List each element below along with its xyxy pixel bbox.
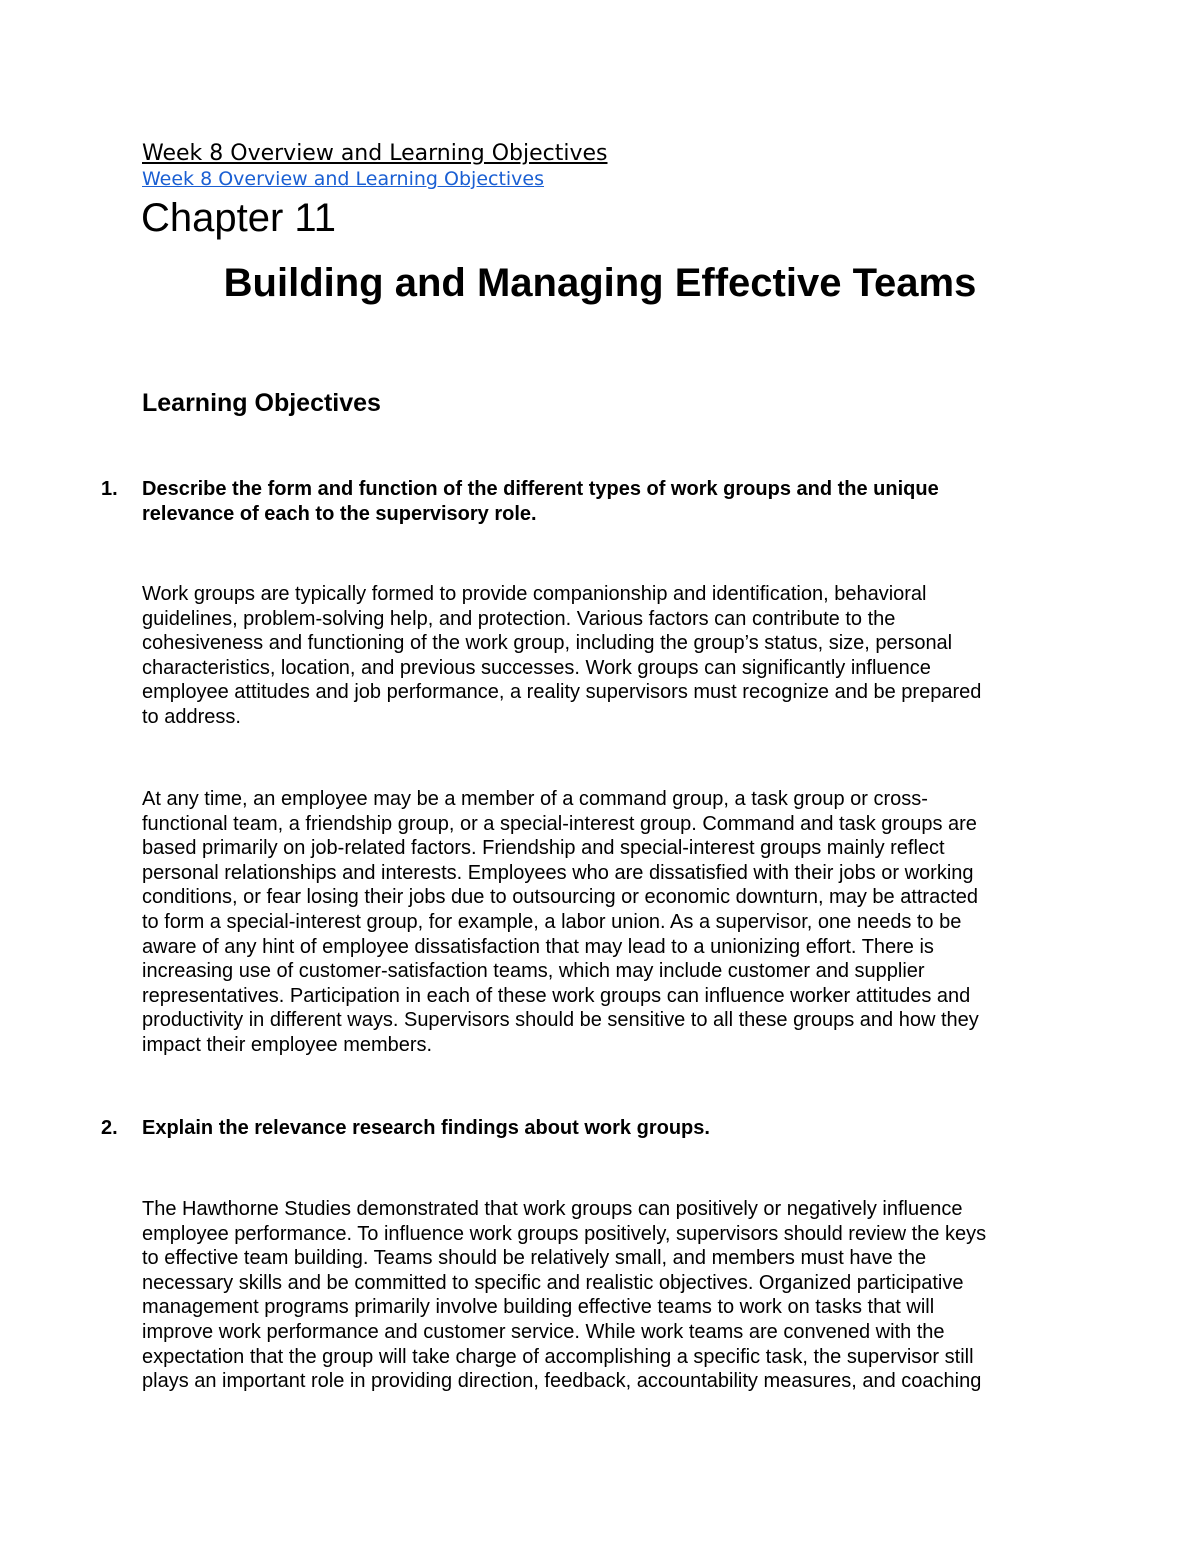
objective-title <box>142 477 1062 526</box>
objective-number: 2. <box>101 1117 118 1139</box>
paragraph-line: to effective team building. Teams should be relatively small, and members must have the <box>142 1247 927 1270</box>
objective-paragraph <box>142 1197 1082 1394</box>
paragraph-line: management programs primarily involve building effective teams to work on tasks that will <box>142 1296 935 1319</box>
objective-title-line: Describe the form and function of the different types of work groups and the unique <box>142 478 939 500</box>
paragraph-line: aware of any hint of employee dissatisfaction that may lead to a unionizing effort. There is <box>142 935 934 958</box>
paragraph-line: Work groups are typically formed to provide companionship and identification, behavioral <box>142 583 927 605</box>
paragraph-line: At any time, an employee may be a member of a command group, a task group or cross- <box>142 788 928 810</box>
paragraph-line: based primarily on job-related factors. Friendship and special-interest groups mainly reflect <box>142 837 945 860</box>
paragraph-line: employee attitudes and job performance, a reality supervisors must recognize and be prepared <box>142 681 982 704</box>
objective-title <box>142 1116 1062 1141</box>
paragraph-line: expectation that the group will take charge of accomplishing a specific task, the supervisor still <box>142 1345 974 1368</box>
paragraph-line: employee performance. To influence work groups positively, supervisors should review the keys <box>142 1222 987 1245</box>
chapter-label: Chapter 11 <box>141 196 336 240</box>
paragraph-line: characteristics, location, and previous successes. Work groups can significantly influence <box>142 656 931 679</box>
paragraph-line: improve work performance and customer service. While work teams are convened with the <box>142 1320 945 1343</box>
paragraph-line: productivity in different ways. Supervisors should be sensitive to all these groups and how they <box>142 1009 979 1032</box>
learning-objectives-heading: Learning Objectives <box>142 389 381 417</box>
objective-title-line: relevance of each to the supervisory role. <box>142 502 537 525</box>
objective-number: 1. <box>101 478 118 500</box>
objective-paragraph <box>142 582 1082 730</box>
week-heading: Week 8 Overview and Learning Objectives <box>142 141 608 166</box>
paragraph-line: The Hawthorne Studies demonstrated that work groups can positively or negatively influence <box>142 1198 963 1220</box>
objective-title-line: Explain the relevance research findings about work groups. <box>142 1117 710 1139</box>
paragraph-line: guidelines, problem-solving help, and protection. Various factors can contribute to the <box>142 607 896 630</box>
paragraph-line: to address. <box>142 705 241 728</box>
paragraph-line: to form a special-interest group, for example, a labor union. As a supervisor, one needs to be <box>142 910 962 933</box>
paragraph-line: cohesiveness and functioning of the work group, including the group’s status, size, personal <box>142 632 953 655</box>
paragraph-line: conditions, or fear losing their jobs due to outsourcing or economic downturn, may be attracted <box>142 886 979 909</box>
week-overview-link[interactable]: Week 8 Overview and Learning Objectives <box>142 168 545 190</box>
paragraph-line: personal relationships and interests. Employees who are dissatisfied with their jobs or working <box>142 861 974 884</box>
paragraph-line: plays an important role in providing direction, feedback, accountability measures, and coaching <box>142 1370 982 1393</box>
paragraph-line: functional team, a friendship group, or a special-interest group. Command and task groups are <box>142 812 977 835</box>
chapter-title: Building and Managing Effective Teams <box>223 261 977 305</box>
paragraph-line: impact their employee members. <box>142 1033 433 1056</box>
paragraph-line: representatives. Participation in each of these work groups can influence worker attitudes and <box>142 984 971 1007</box>
paragraph-line: increasing use of customer-satisfaction teams, which may include customer and supplier <box>142 960 925 983</box>
objective-paragraph <box>142 787 1082 1058</box>
paragraph-line: necessary skills and be committed to specific and realistic objectives. Organized participative <box>142 1271 964 1294</box>
